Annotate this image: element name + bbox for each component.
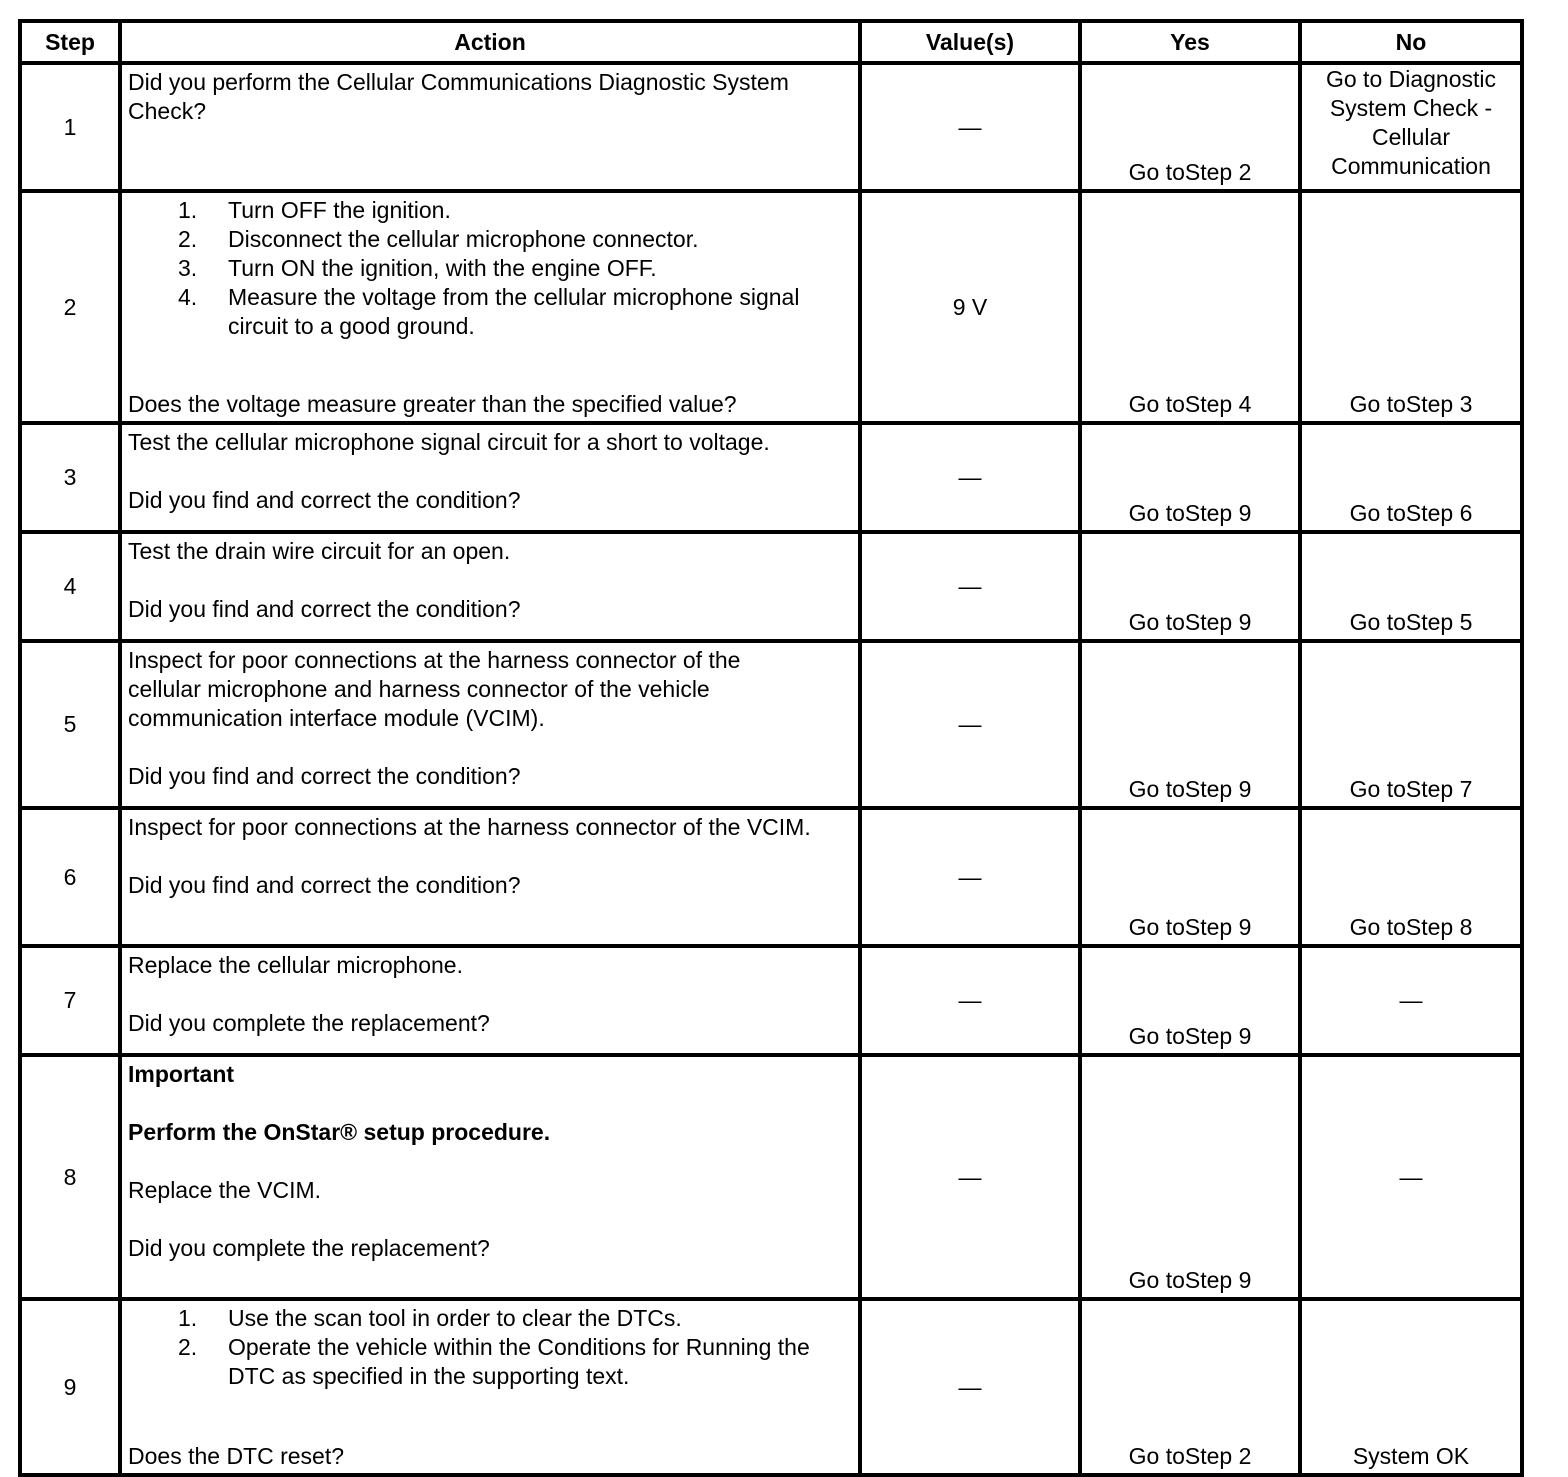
value-cell: — (860, 532, 1080, 641)
step-number: 9 (20, 1299, 120, 1475)
action-text: Test the drain wire circuit for an open. (128, 538, 511, 564)
action-cell (120, 63, 860, 191)
yes-cell: Go toStep 2 (1080, 1299, 1300, 1475)
list-item: 2. Disconnect the cellular microphone connector. (178, 226, 699, 252)
yes-cell: Go toStep 4 (1080, 191, 1300, 423)
step-number: 8 (20, 1055, 120, 1299)
no-cell: Go toStep 6 (1300, 423, 1522, 532)
list-item: 3. Turn ON the ignition, with the engine OFF. (178, 255, 657, 281)
value-cell: — (860, 63, 1080, 191)
action-question: Does the DTC reset? (128, 1443, 345, 1469)
header-row (20, 21, 1522, 63)
value-cell: — (860, 808, 1080, 946)
action-steps (128, 196, 852, 341)
step-number: 4 (20, 532, 120, 641)
no-cell: — (1300, 946, 1522, 1055)
list-item: 1. Turn OFF the ignition. (178, 197, 451, 223)
action-question: Does the voltage measure greater than the specified value? (128, 391, 737, 417)
action-question: Did you find and correct the condition? (128, 872, 521, 898)
yes-cell: Go toStep 9 (1080, 808, 1300, 946)
table-row (20, 808, 1522, 946)
table-row (20, 946, 1522, 1055)
action-cell (120, 532, 860, 641)
no-cell: Go to Diagnostic System Check - Cellular Communication (1300, 63, 1522, 191)
table-row (20, 532, 1522, 641)
header-values: Value(s) (860, 21, 1080, 63)
action-question: Did you complete the replacement? (128, 1235, 490, 1261)
step-number: 5 (20, 641, 120, 808)
step-number: 1 (20, 63, 120, 191)
yes-cell: Go toStep 9 (1080, 946, 1300, 1055)
yes-cell: Go toStep 9 (1080, 532, 1300, 641)
action-question: Did you find and correct the condition? (128, 596, 521, 622)
action-text: Replace the cellular microphone. (128, 952, 463, 978)
action-cell (120, 423, 860, 532)
no-cell: Go toStep 7 (1300, 641, 1522, 808)
action-text: Inspect for poor connections at the harness connector of the cellular microphone and harness connector of the vehicle communication interface module (VCIM). (128, 647, 741, 731)
important-label: Important (128, 1061, 235, 1087)
header-step: Step (20, 21, 120, 63)
action-text: Replace the VCIM. (128, 1177, 322, 1203)
action-question: Did you complete the replacement? (128, 1010, 490, 1036)
action-question: Did you find and correct the condition? (128, 487, 521, 513)
value-cell: — (860, 423, 1080, 532)
header-no: No (1300, 21, 1522, 63)
value-cell: — (860, 641, 1080, 808)
important-text: Perform the OnStar® setup procedure. (128, 1119, 551, 1145)
action-cell (120, 191, 860, 423)
value-cell: — (860, 946, 1080, 1055)
table-row (20, 641, 1522, 808)
table-row (20, 1299, 1522, 1475)
action-text: Did you perform the Cellular Communications Diagnostic System Check? (128, 69, 789, 124)
yes-cell: Go toStep 2 (1080, 63, 1300, 191)
header-action: Action (120, 21, 860, 63)
diagnostic-table (18, 19, 1524, 1477)
action-cell (120, 1299, 860, 1475)
list-item: 4. Measure the voltage from the cellular microphone signal circuit to a good ground. (178, 284, 800, 339)
no-cell: — (1300, 1055, 1522, 1299)
action-steps (128, 1304, 852, 1391)
no-cell: Go toStep 8 (1300, 808, 1522, 946)
yes-cell: Go toStep 9 (1080, 641, 1300, 808)
action-question: Did you find and correct the condition? (128, 763, 521, 789)
action-cell (120, 641, 860, 808)
action-text: Test the cellular microphone signal circuit for a short to voltage. (128, 429, 770, 455)
action-cell (120, 946, 860, 1055)
list-item: 2. Operate the vehicle within the Conditions for Running the DTC as specified in the supporting text. (178, 1334, 810, 1389)
table-row (20, 63, 1522, 191)
step-number: 6 (20, 808, 120, 946)
action-text: Inspect for poor connections at the harness connector of the VCIM. (128, 814, 811, 840)
list-item: 1. Use the scan tool in order to clear the DTCs. (178, 1305, 682, 1331)
header-yes: Yes (1080, 21, 1300, 63)
table-row (20, 191, 1522, 423)
table-row (20, 1055, 1522, 1299)
action-cell (120, 1055, 860, 1299)
step-number: 3 (20, 423, 120, 532)
no-cell: Go toStep 3 (1300, 191, 1522, 423)
no-cell: System OK (1300, 1299, 1522, 1475)
value-cell: — (860, 1299, 1080, 1475)
step-number: 2 (20, 191, 120, 423)
yes-cell: Go toStep 9 (1080, 423, 1300, 532)
value-cell: 9 V (860, 191, 1080, 423)
action-cell (120, 808, 860, 946)
value-cell: — (860, 1055, 1080, 1299)
step-number: 7 (20, 946, 120, 1055)
yes-cell: Go toStep 9 (1080, 1055, 1300, 1299)
table-row (20, 423, 1522, 532)
no-cell: Go toStep 5 (1300, 532, 1522, 641)
